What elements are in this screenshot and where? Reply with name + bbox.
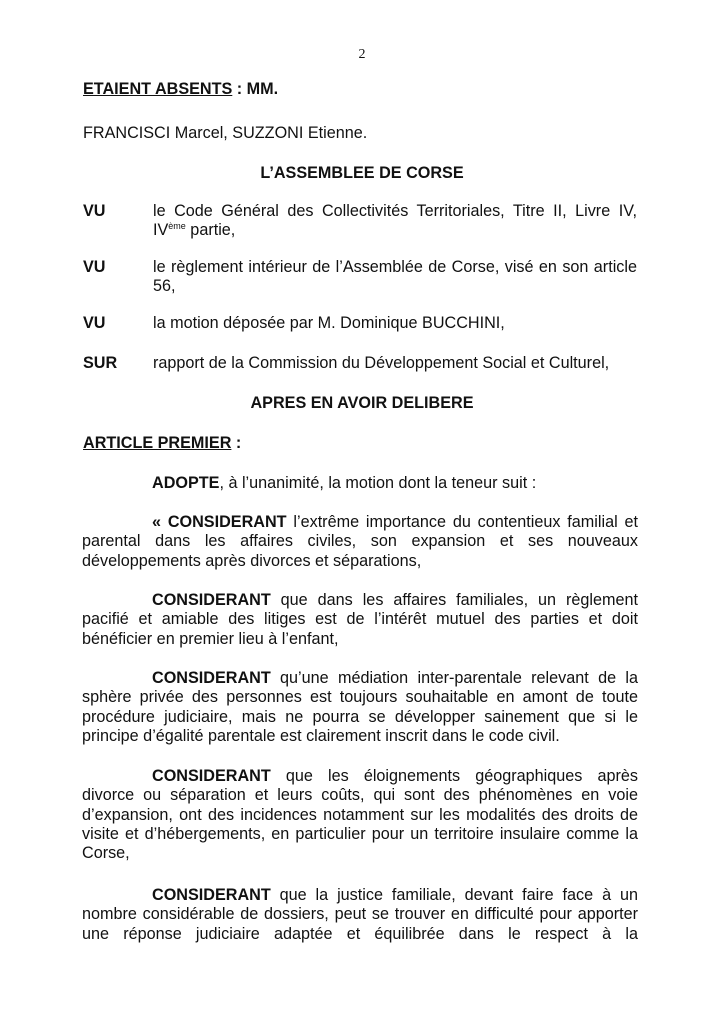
article-heading-label: ARTICLE PREMIER (83, 434, 232, 452)
considerant-paragraph (82, 767, 638, 863)
considerant-keyword: CONSIDERANT (152, 669, 271, 687)
absents-heading-label: ETAIENT ABSENTS (83, 80, 233, 98)
absents-names: FRANCISCI Marcel, SUZZONI Etienne. (83, 124, 368, 142)
visa-text: le règlement intérieur de l’Assemblée de Corse, visé en son article 56, (153, 258, 637, 295)
considerant-keyword: CONSIDERANT (152, 591, 271, 609)
considerant-keyword: CONSIDERANT (152, 767, 271, 785)
considerant-paragraph (82, 669, 638, 746)
visa-text: la motion déposée par M. Dominique BUCCHINI, (153, 314, 505, 332)
deliberation-title: APRES EN AVOIR DELIBERE (250, 394, 474, 412)
considerant-paragraph (82, 886, 638, 944)
absents-heading-suffix: : MM. (232, 80, 279, 98)
considerant-text: que la justice familiale, devant faire face à un nombre considérable de dossiers, peut se trouver en difficulté pour apporter une réponse judiciaire adaptée et équilibrée dans le respect à la (82, 886, 638, 943)
considerant-text: qu’une médiation inter-parentale relevant de la sphère privée des personnes est toujours souhaitable en amont de toute procédure judiciaire, mais ne pourra se développer sainement que si le principe d’égalité parentale est clairement inscrit dans le code civil. (82, 669, 638, 745)
adopte-line (152, 474, 536, 493)
visa-label: VU (83, 202, 106, 220)
considerant-text: que dans les affaires familiales, un règlement pacifié et amiable des litiges est de l’intérêt mutuel des parties et doit bénéficier en premier lieu à l’enfant, (82, 591, 638, 648)
visa-label: VU (83, 258, 106, 276)
considerant-keyword: CONSIDERANT (152, 886, 271, 904)
visa-text-line1: le Code Général des Collectivités Territoriales, Titre II, Livre IV, (153, 202, 637, 220)
page-number: 2 (358, 47, 366, 62)
absents-heading (83, 80, 278, 99)
visa-text (153, 202, 637, 240)
considerant-text: l’extrême importance du contentieux familial et parental dans les affaires civiles, son expansion et ses nouveaux développements après divorces et séparations, (82, 513, 638, 570)
visa-label: VU (83, 314, 106, 332)
adopte-keyword: ADOPTE (152, 474, 220, 492)
considerant-paragraph (82, 591, 638, 649)
article-heading (83, 434, 241, 453)
visa-text-roman: IV (153, 221, 169, 239)
considerant-keyword: « CONSIDERANT (152, 513, 287, 531)
visa-label: SUR (83, 354, 118, 372)
assembly-title: L’ASSEMBLEE DE CORSE (260, 164, 464, 182)
considerant-paragraph (82, 513, 638, 571)
adopte-text: , à l’unanimité, la motion dont la teneur suit : (219, 474, 537, 492)
visa-text: rapport de la Commission du Développement Social et Culturel, (153, 354, 610, 372)
visa-text-line2 (153, 221, 235, 239)
article-heading-suffix: : (231, 434, 242, 452)
visa-text-superscript: ème (168, 221, 186, 231)
considerant-text: que les éloignements géographiques après divorce ou séparation et leurs coûts, qui sont des phénomènes en voie d’expansion, ont des incidences notamment sur les modalités des droits de visite et d’hébergements, en particulier pour un territoire insulaire comme la Corse, (82, 767, 638, 863)
visa-text-suffix: partie, (185, 221, 236, 239)
